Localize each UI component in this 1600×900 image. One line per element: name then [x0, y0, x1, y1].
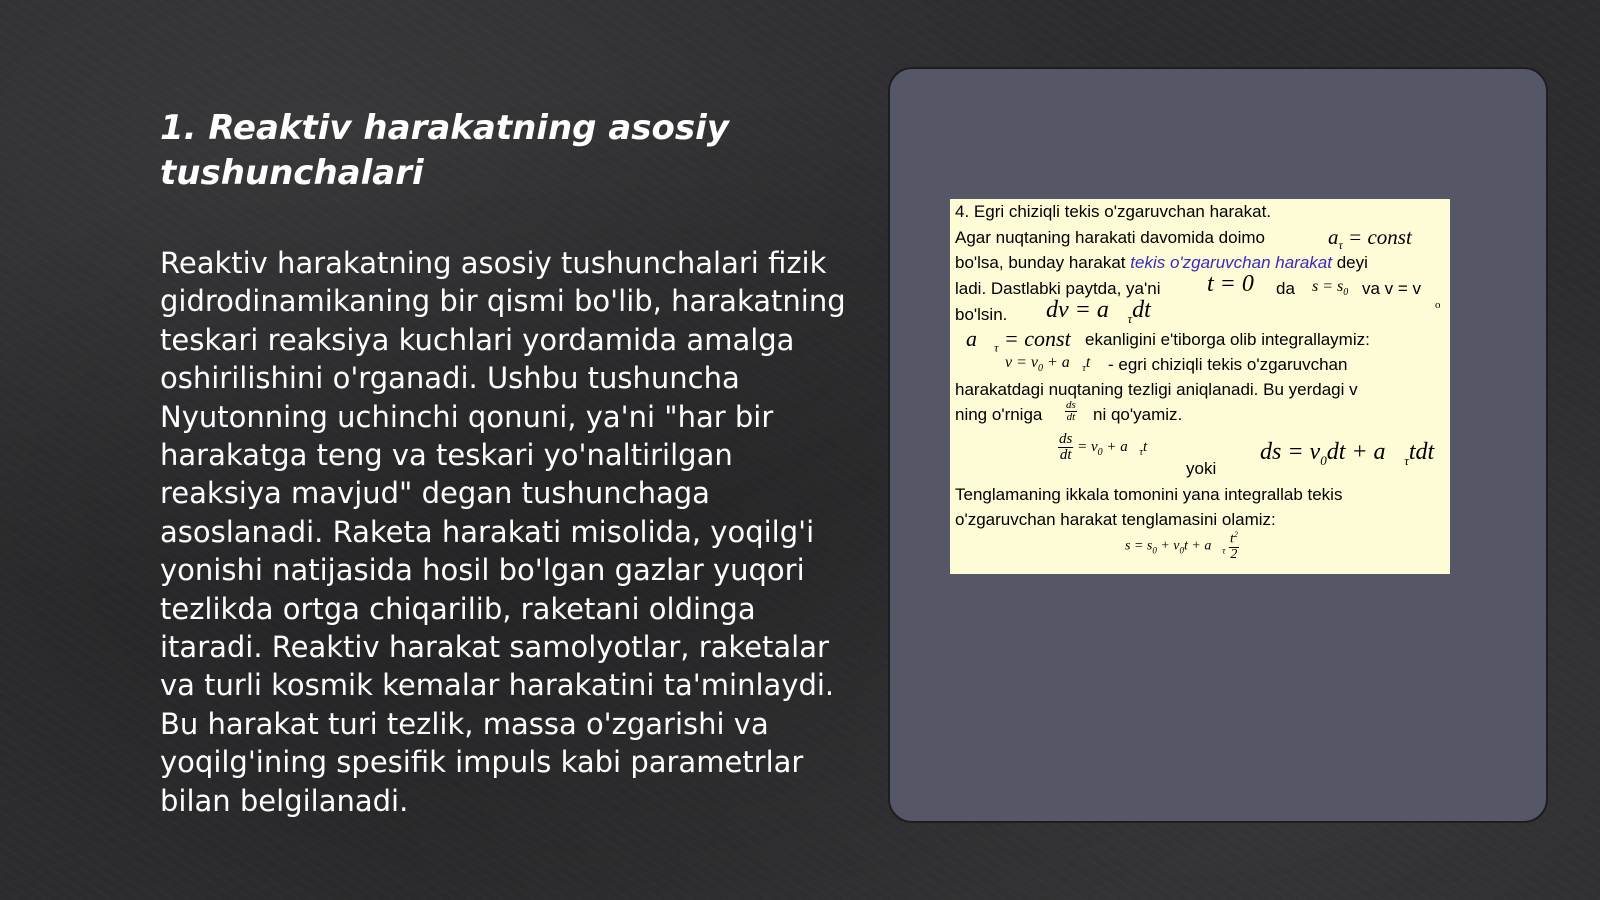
image-line-6: ekanligini e'tiborga olib integrallaymiz:	[1085, 330, 1370, 349]
image-line-4a: ladi. Dastlabki paytda, ya'ni	[955, 279, 1161, 298]
slide-title-line-2: tushunchalari	[160, 153, 424, 193]
highlight-term: tekis o'zgaruvchan harakat	[1130, 253, 1332, 272]
formula-ds: ds = $v_0dt$ + $a⃗_\tau tdt$	[1260, 439, 1435, 468]
image-line-11: Tenglamaning ikkala tomonini yana integrallab tekis	[955, 485, 1343, 504]
slide-title	[160, 106, 800, 196]
formula-t-zero: t = 0	[1207, 271, 1254, 297]
subscript-o: o	[1435, 299, 1441, 311]
image-line-4b: da	[1276, 279, 1295, 298]
slide-paragraph: Reaktiv harakatning asosiy tushunchalari fizik gidrodinamikaning bir qismi bo'lib, harakatning teskari reaksiya kuchlari yordamida amalga oshirilishini o'rganadi. Ushbu tushuncha Nyutonning uchinchi qonuni, ya'ni "har bir harakatga teng va teskari yo'naltirilgan reaksiya mavjud" degan tushunchaga asoslanadi. Raketa harakati misolida, yoqilg'i yonishi natijasida hosil bo'lgan gazlar yuqori tezlikda ortga chiqarilib, raketani oldinga itaradi. Reaktiv harakat samolyotlar, raketalar va turli kosmik kemalar harakatini ta'minlaydi. Bu harakat turi tezlik, massa o'zgarishi va yoqilg'ining spesifik impuls kabi parametrlar bilan belgilanadi.	[160, 246, 846, 818]
image-line-4c: va v = v	[1362, 279, 1422, 298]
formula-a-tau-const: $a_\tau$ = const	[1328, 225, 1412, 253]
formula-ds-dt-small: $\frac{ds}{dt}$	[1066, 399, 1076, 423]
formula-s-s0: $s = s_0$	[1312, 278, 1349, 299]
image-line-2: Agar nuqtaning harakati davomida doimo	[955, 228, 1265, 247]
image-heading: 4. Egri chiziqli tekis o'zgaruvchan harakat.	[955, 202, 1272, 221]
image-line-5: bo'lsin.	[955, 305, 1008, 324]
image-line-12: o'zgaruvchan harakat tenglamasini olamiz:	[955, 510, 1276, 529]
formula-dv: dv = $a⃗_\tau dt$	[1046, 297, 1151, 326]
image-line-9b: ni qo'yamiz.	[1093, 405, 1183, 424]
image-line-3-end: deyi	[1336, 253, 1368, 272]
embedded-formula-image	[950, 199, 1450, 574]
image-line-8: harakatdagi nuqtaning tezligi aniqlanadi. Bu yerdagi v	[955, 380, 1358, 399]
image-line-3-start: bo'lsa, bunday harakat	[955, 253, 1126, 272]
image-yoki: yoki	[1186, 459, 1217, 478]
formula-v: $v = v_0$ + $a⃗_\tau t$	[1005, 354, 1091, 375]
slide-title-line-1: 1. Reaktiv harakatning asosiy	[160, 108, 729, 148]
formula-ds-dt-eq: $\frac{ds}{dt}$ = $v_0$ + $a⃗_\tau t$	[1059, 431, 1148, 463]
formula-s-final: $s = s_0 + v_0t$ + $a⃗_\tau$ $\frac{t^2}{2}$	[1125, 530, 1238, 562]
image-line-7: - egri chiziqli tekis o'zgaruvchan	[1108, 355, 1348, 374]
formula-vec-a-const: $a⃗_\tau$ = const	[966, 326, 1071, 355]
image-line-9a: ning o'rniga	[955, 405, 1043, 424]
image-line-3	[955, 253, 1368, 273]
